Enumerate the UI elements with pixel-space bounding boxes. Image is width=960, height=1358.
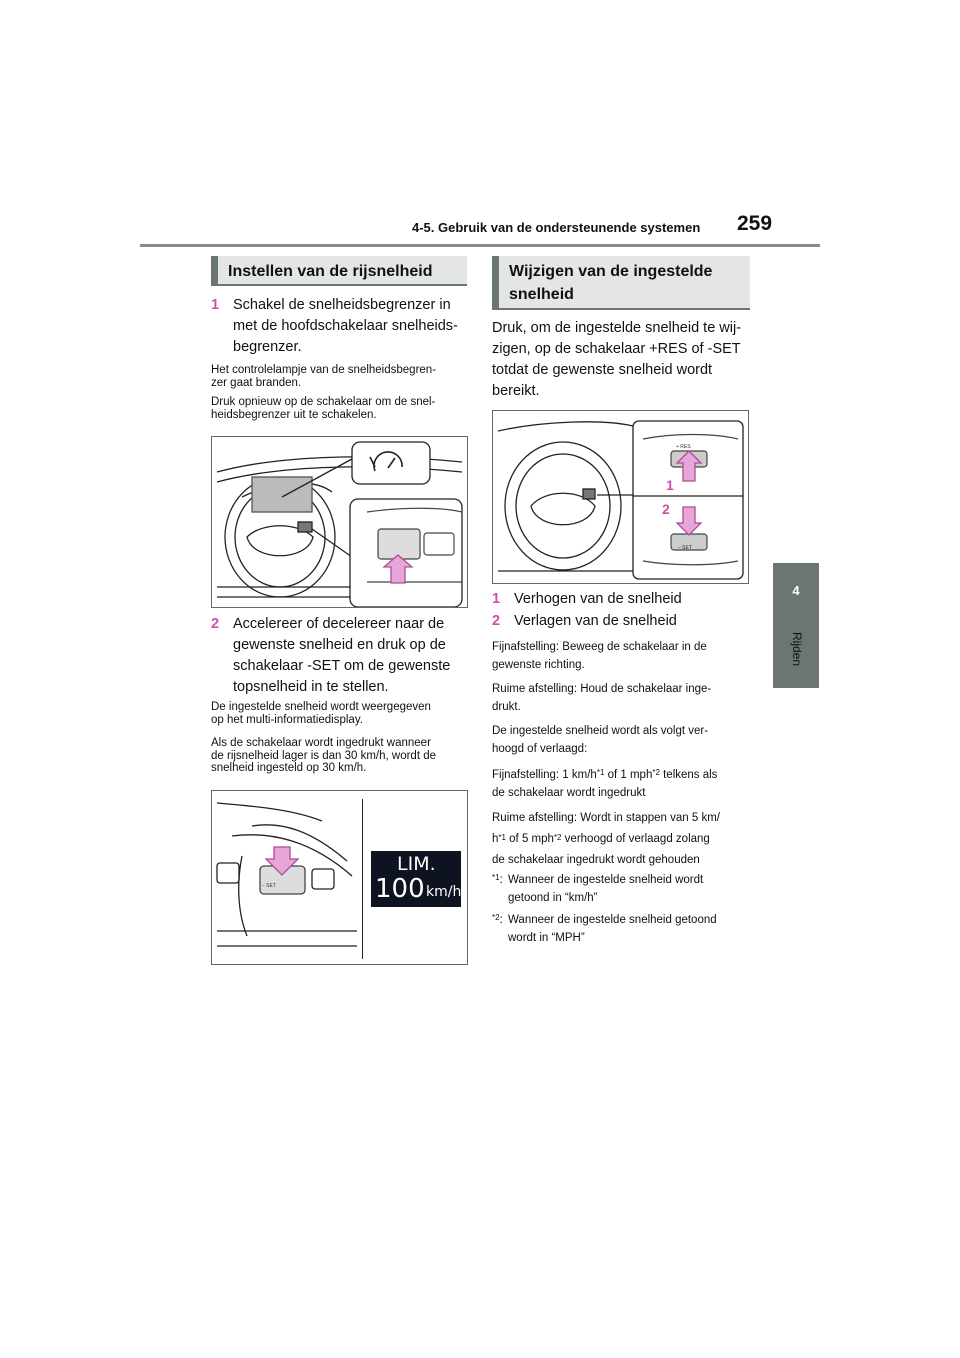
para-line: Ruime afstelling: Houd de schakelaar inge- (492, 683, 712, 695)
note-display (211, 701, 473, 726)
step-1-text (233, 295, 458, 358)
item-2-text: Verlagen van de snelheid (514, 613, 677, 629)
res-label: + RES (676, 444, 691, 450)
step-2 (211, 614, 471, 704)
intro-line: totdat de gewenste snelheid wordt (492, 362, 713, 378)
heading-line: Wijzigen van de ingestelde (509, 263, 713, 280)
para-line: gewenste richting. (492, 659, 585, 671)
note-line: Als de schakelaar wordt ingedrukt wanneer (211, 737, 431, 749)
intro-line: bereikt. (492, 383, 540, 399)
callout-1: 1 (666, 477, 674, 493)
para-line: Ruime afstelling: Wordt in stappen van 5 km/ (492, 812, 720, 824)
footnote-line: Wanneer de ingestelde snelheid wordt (508, 874, 704, 886)
step-2-line: Accelereer of decelereer naar de (233, 616, 445, 632)
footnote-ref: *2 (652, 768, 660, 777)
footnote-ref: *2 (553, 833, 562, 842)
step-1-number: 1 (211, 297, 220, 313)
item-decrease (492, 611, 754, 632)
note-min-speed (211, 737, 473, 775)
text: verhoogd of verlaagd zolang (561, 833, 710, 845)
para-line: de schakelaar ingedrukt wordt gehouden (492, 854, 700, 866)
illustration-steering-wheel (212, 437, 467, 607)
step-2-line: topsnelheid in te stellen. (233, 679, 389, 695)
note-line: de rijsnelheid lager is dan 30 km/h, wordt de (211, 749, 437, 762)
note-line: Het controlelampje van de snelheidsbegren- (211, 364, 437, 376)
para-line (492, 766, 754, 784)
text: telkens als (659, 769, 718, 781)
item-1-number: 1 (492, 591, 501, 607)
step-2-line: gewenste snelheid en druk op de (233, 637, 446, 653)
text: h (492, 833, 499, 845)
chapter-label: Rijden (790, 632, 804, 667)
illustration-set-switch (212, 791, 362, 964)
item-1-text: Verhogen van de snelheid (514, 591, 682, 607)
item-2-number: 2 (492, 613, 501, 629)
note-line: snelheid ingesteld op 30 km/h. (211, 762, 367, 774)
paragraph-steps (492, 722, 754, 758)
para-line: de schakelaar wordt ingedrukt (492, 787, 646, 799)
callout-2: 2 (662, 501, 670, 517)
para-line: Fijnafstelling: Beweeg de schakelaar in de (492, 641, 707, 653)
step-2-number: 2 (211, 616, 220, 632)
figure-steering-limiter (211, 436, 468, 608)
figure-set-switch-display (211, 790, 468, 965)
limit-speed-unit: km/h (426, 884, 462, 900)
footnote-sep: : (499, 874, 503, 886)
footnote-line: Wanneer de ingestelde snelheid getoond (508, 914, 717, 926)
item-increase (492, 589, 754, 610)
footnote-mark: *1 (492, 873, 500, 882)
note-indicator (211, 364, 473, 389)
intro-line: zigen, op de schakelaar +RES of -SET (492, 341, 741, 357)
footnote-line: wordt in “MPH” (508, 932, 585, 944)
text: of 5 mph (505, 833, 554, 845)
footnote-mark: *2 (492, 913, 500, 922)
para-line: De ingestelde snelheid wordt als volgt ver- (492, 725, 709, 737)
note-switch-off (211, 396, 473, 421)
para-line: hoogd of verlaagd: (492, 743, 588, 755)
set-label: – SET (678, 545, 692, 551)
heading-line: snelheid (509, 286, 574, 303)
footnote-line: getoond in “km/h” (508, 892, 598, 904)
paragraph-fine-adjust (492, 638, 754, 674)
mid-display (371, 851, 461, 907)
text: Fijnafstelling: 1 km/h (492, 769, 597, 781)
intro-paragraph (492, 318, 754, 402)
paragraph-coarse-adjust (492, 680, 754, 716)
step-1-line: Schakel de snelheidsbegrenzer in (233, 297, 451, 313)
intro-line: Druk, om de ingestelde snelheid te wij- (492, 320, 742, 336)
step-2-line: schakelaar -SET om de gewenste (233, 658, 451, 674)
page-number: 259 (737, 212, 773, 235)
header-rule (140, 244, 820, 247)
figure-divider (362, 799, 363, 959)
note-line: zer gaat branden. (211, 376, 302, 389)
note-line: Druk opnieuw op de schakelaar om de snel- (211, 396, 436, 408)
para-line (492, 829, 754, 850)
limit-speed-value: 100 (375, 874, 425, 904)
step-1-line: begrenzer. (233, 339, 302, 355)
lim-label: LIM. (397, 853, 436, 875)
step-1 (211, 295, 471, 361)
heading-set-speed: Instellen van de rijsnelheid (211, 256, 467, 286)
footnote-ref: *1 (596, 768, 605, 777)
chapter-label-wrap (790, 632, 810, 682)
paragraph-coarse-values (492, 808, 754, 871)
chapter-tab: 4 (773, 563, 819, 617)
footnote-sep: : (499, 914, 503, 926)
paragraph-fine-values (492, 766, 754, 802)
text: of 1 mph (604, 769, 653, 781)
figure-res-set-switch (492, 410, 749, 584)
section-title: 4-5. Gebruik van de ondersteunende systemen (412, 220, 701, 235)
step-1-line: met de hoofdschakelaar snelheids- (233, 318, 458, 334)
footnote-ref: *1 (498, 833, 506, 842)
switch-set-label: – SET (262, 883, 276, 889)
step-2-text (233, 614, 450, 698)
para-line: drukt. (492, 701, 521, 713)
heading-change-speed (492, 256, 750, 310)
note-line: heidsbegrenzer uit te schakelen. (211, 408, 377, 421)
note-line: De ingestelde snelheid wordt weergegeven (211, 701, 431, 713)
illustration-res-set (493, 411, 748, 583)
note-line: op het multi-informatiedisplay. (211, 713, 363, 726)
